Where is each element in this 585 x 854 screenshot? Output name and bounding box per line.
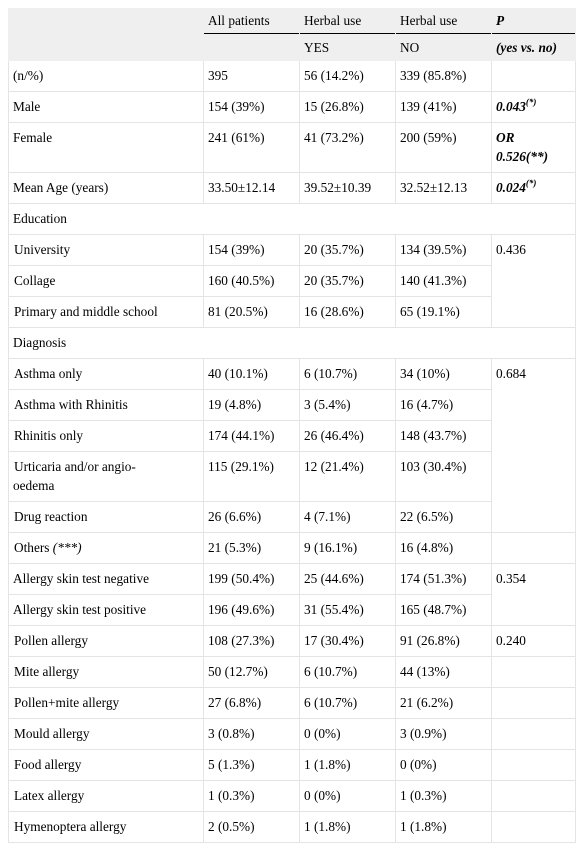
cell-p [492,92,576,123]
cell-p [492,657,576,688]
odds-ratio-value: 0.526(**) [496,149,549,164]
cell-no: 65 (19.1%) [396,297,492,328]
cell-p [492,750,576,781]
row-label: Mite allergy [9,657,204,688]
row-label: (n/%) [9,61,204,92]
cell-p [492,688,576,719]
cell-yes: 6 (10.7%) [300,688,396,719]
cell-p [492,781,576,812]
cell-all: 33.50±12.14 [204,173,300,204]
table-row [9,61,576,92]
cell-no: 16 (4.7%) [396,390,492,421]
header-all-patients: All patients [204,9,300,61]
cell-all: 50 (12.7%) [204,657,300,688]
odds-ratio-label: OR [496,130,515,145]
cell-no: 0 (0%) [396,750,492,781]
cell-yes: 16 (28.6%) [300,297,396,328]
cell-yes: 26 (46.4%) [300,421,396,452]
cell-p: 0.684 [492,359,576,533]
cell-all: 115 (29.1%) [204,452,300,502]
cell-p [492,123,576,173]
row-label: Rhinitis only [9,421,204,452]
header-row [9,9,576,61]
cell-yes: 0 (0%) [300,719,396,750]
cell-no: 1 (1.8%) [396,812,492,843]
table-row [9,595,576,626]
row-label: University [9,235,204,266]
row-label: Food allergy [9,750,204,781]
section-row [9,328,576,359]
cell-p [492,812,576,843]
cell-yes: 4 (7.1%) [300,502,396,533]
p-value: 0.024 [496,180,526,195]
p-footnote: (*) [525,178,537,188]
table-row [9,92,576,123]
cell-p [492,173,576,204]
cell-p [492,61,576,92]
cell-no: 44 (13%) [396,657,492,688]
cell-p: 0.354 [492,564,576,626]
cell-no: 103 (30.4%) [396,452,492,502]
cell-yes: 39.52±10.39 [300,173,396,204]
table-row [9,502,576,533]
cell-all: 174 (44.1%) [204,421,300,452]
header-p-value: P (yes vs. no) [492,9,576,61]
section-row [9,204,576,235]
row-label: Urticaria and/or angio- oedema [9,452,204,502]
cell-p: 0.240 [492,626,576,657]
row-label: Pollen+mite allergy [9,688,204,719]
cell-p [492,719,576,750]
row-label: Male [9,92,204,123]
cell-all: 3 (0.8%) [204,719,300,750]
cell-yes: 25 (44.6%) [300,564,396,595]
row-label: Female [9,123,204,173]
cell-yes: 1 (1.8%) [300,812,396,843]
cell-all: 199 (50.4%) [204,564,300,595]
row-label: Mould allergy [9,719,204,750]
row-label: Allergy skin test negative [9,564,204,595]
cell-all: 27 (6.8%) [204,688,300,719]
cell-yes: 56 (14.2%) [300,61,396,92]
row-label: Drug reaction [9,502,204,533]
row-label: Hymenoptera allergy [9,812,204,843]
table-row [9,626,576,657]
table-row [9,719,576,750]
row-label: Asthma with Rhinitis [9,390,204,421]
row-label: Allergy skin test positive [9,595,204,626]
cell-yes: 12 (21.4%) [300,452,396,502]
cell-no: 16 (4.8%) [396,533,492,564]
table-row [9,359,576,390]
cell-yes: 20 (35.7%) [300,235,396,266]
table-row [9,421,576,452]
cell-yes: 41 (73.2%) [300,123,396,173]
row-label: Mean Age (years) [9,173,204,204]
cell-all: 81 (20.5%) [204,297,300,328]
table-row [9,452,576,502]
cell-no: 21 (6.2%) [396,688,492,719]
table-row [9,564,576,595]
cell-no: 3 (0.9%) [396,719,492,750]
table-row [9,533,576,564]
cell-yes: 6 (10.7%) [300,657,396,688]
cell-no: 165 (48.7%) [396,595,492,626]
cell-p: 0.436 [492,235,576,328]
cell-no: 339 (85.8%) [396,61,492,92]
cell-all: 26 (6.6%) [204,502,300,533]
cell-all: 21 (5.3%) [204,533,300,564]
table-row [9,235,576,266]
cell-all: 160 (40.5%) [204,266,300,297]
table-row [9,657,576,688]
cell-all: 40 (10.1%) [204,359,300,390]
p-footnote: (*) [525,97,537,107]
section-label-education: Education [9,204,576,235]
cell-all: 196 (49.6%) [204,595,300,626]
cell-all: 1 (0.3%) [204,781,300,812]
table-row [9,297,576,328]
cell-all: 241 (61%) [204,123,300,173]
cell-no: 200 (59%) [396,123,492,173]
data-table [8,8,576,843]
cell-yes: 20 (35.7%) [300,266,396,297]
cell-all: 108 (27.3%) [204,626,300,657]
cell-no: 148 (43.7%) [396,421,492,452]
cell-yes: 9 (16.1%) [300,533,396,564]
cell-all: 154 (39%) [204,235,300,266]
cell-yes: 0 (0%) [300,781,396,812]
row-label: Primary and middle school [9,297,204,328]
cell-no: 140 (41.3%) [396,266,492,297]
table-row [9,688,576,719]
cell-all: 5 (1.3%) [204,750,300,781]
cell-no: 22 (6.5%) [396,502,492,533]
row-label: Latex allergy [9,781,204,812]
section-label-diagnosis: Diagnosis [9,328,576,359]
cell-no: 91 (26.8%) [396,626,492,657]
cell-all: 395 [204,61,300,92]
cell-all: 2 (0.5%) [204,812,300,843]
row-label: Asthma only [9,359,204,390]
cell-yes: 6 (10.7%) [300,359,396,390]
header-herbal-no: Herbal use NO [396,9,492,61]
cell-no: 139 (41%) [396,92,492,123]
header-empty [9,9,204,61]
table-row [9,812,576,843]
header-herbal-yes: Herbal use YES [300,9,396,61]
table-row [9,266,576,297]
cell-no: 174 (51.3%) [396,564,492,595]
table-row [9,781,576,812]
cell-no: 32.52±12.13 [396,173,492,204]
cell-all: 154 (39%) [204,92,300,123]
cell-yes: 31 (55.4%) [300,595,396,626]
cell-yes: 3 (5.4%) [300,390,396,421]
cell-no: 134 (39.5%) [396,235,492,266]
table-row [9,123,576,173]
table-row [9,390,576,421]
footnote-marker: (***) [52,540,82,555]
row-label: Others (***) [9,533,204,564]
cell-yes: 15 (26.8%) [300,92,396,123]
cell-yes: 1 (1.8%) [300,750,396,781]
cell-no: 34 (10%) [396,359,492,390]
cell-all: 19 (4.8%) [204,390,300,421]
table-row [9,173,576,204]
row-label: Collage [9,266,204,297]
cell-yes: 17 (30.4%) [300,626,396,657]
row-label: Pollen allergy [9,626,204,657]
p-value: 0.043 [496,99,526,114]
cell-no: 1 (0.3%) [396,781,492,812]
cell-p [492,533,576,564]
table-row [9,750,576,781]
